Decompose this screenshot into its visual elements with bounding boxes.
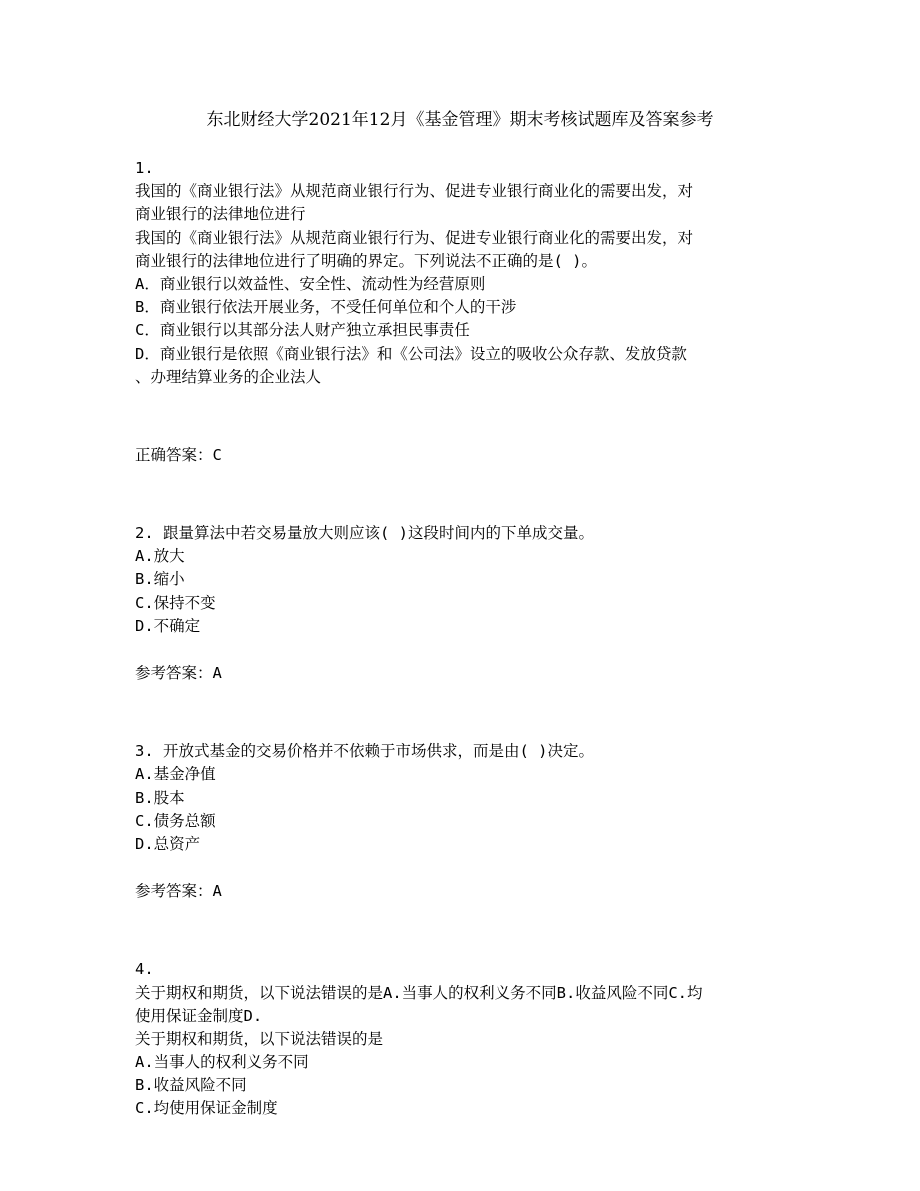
question-1-stem-line: 商业银行的法律地位进行 bbox=[135, 205, 306, 224]
question-4-option-b: B.收益风险不同 bbox=[135, 1076, 247, 1095]
spacer bbox=[135, 467, 795, 522]
question-2-option-a: A.放大 bbox=[135, 547, 185, 566]
spacer bbox=[135, 389, 795, 444]
question-1-option-a: A．商业银行以效益性、安全性、流动性为经营原则 bbox=[135, 274, 486, 293]
question-1-stem-line: 我国的《商业银行法》从规范商业银行行为、促进专业银行商业化的需要出发，对 bbox=[135, 182, 694, 201]
question-1-stem-line: 商业银行的法律地位进行了明确的界定。下列说法不正确的是( )。 bbox=[135, 251, 597, 270]
question-1-option-d: D．商业银行是依照《商业银行法》和《公司法》设立的吸收公众存款、发放贷款 bbox=[135, 344, 687, 363]
question-1 bbox=[135, 157, 795, 467]
question-2-option-d: D.不确定 bbox=[135, 616, 201, 635]
question-3-stem: 3. 开放式基金的交易价格并不依赖于市场供求，而是由( )决定。 bbox=[135, 742, 594, 761]
question-4 bbox=[135, 958, 795, 1120]
question-3-option-a: A.基金净值 bbox=[135, 765, 216, 784]
question-4-option-c: C.均使用保证金制度 bbox=[135, 1099, 278, 1118]
question-1-option-d-continued: 、办理结算业务的企业法人 bbox=[135, 367, 322, 386]
page-title: 东北财经大学2021年12月《基金管理》期末考核试题库及答案参考 bbox=[206, 110, 714, 130]
question-1-option-b: B．商业银行依法开展业务，不受任何单位和个人的干涉 bbox=[135, 298, 517, 317]
question-1-number: 1. bbox=[135, 159, 154, 177]
question-3-option-c: C.债务总额 bbox=[135, 811, 216, 830]
question-3-option-b: B.股本 bbox=[135, 788, 185, 807]
spacer bbox=[135, 685, 795, 740]
question-2-stem: 2. 跟量算法中若交易量放大则应该( )这段时间内的下单成交量。 bbox=[135, 524, 594, 543]
question-2 bbox=[135, 522, 795, 685]
spacer bbox=[135, 903, 795, 958]
question-2-option-b: B.缩小 bbox=[135, 570, 185, 589]
question-4-stem-line: 关于期权和期货，以下说法错误的是A.当事人的权利义务不同B.收益风险不同C.均 bbox=[135, 983, 703, 1002]
question-1-option-c: C．商业银行以其部分法人财产独立承担民事责任 bbox=[135, 321, 470, 340]
question-1-stem-line: 我国的《商业银行法》从规范商业银行行为、促进专业银行商业化的需要出发，对 bbox=[135, 228, 694, 247]
spacer bbox=[135, 638, 795, 662]
question-4-number: 4. bbox=[135, 960, 154, 979]
question-3-option-d: D.总资产 bbox=[135, 834, 201, 853]
question-3-answer: 参考答案：A bbox=[135, 882, 222, 901]
question-4-stem-line: 关于期权和期货，以下说法错误的是 bbox=[135, 1029, 384, 1048]
spacer bbox=[135, 856, 795, 880]
question-4-option-a: A.当事人的权利义务不同 bbox=[135, 1053, 309, 1072]
question-4-stem-line: 使用保证金制度D. bbox=[135, 1006, 263, 1025]
question-2-answer: 参考答案：A bbox=[135, 664, 222, 682]
question-2-option-c: C.保持不变 bbox=[135, 593, 216, 612]
question-1-answer: 正确答案：C bbox=[135, 445, 222, 464]
question-3 bbox=[135, 740, 795, 903]
question-list bbox=[135, 157, 795, 1121]
